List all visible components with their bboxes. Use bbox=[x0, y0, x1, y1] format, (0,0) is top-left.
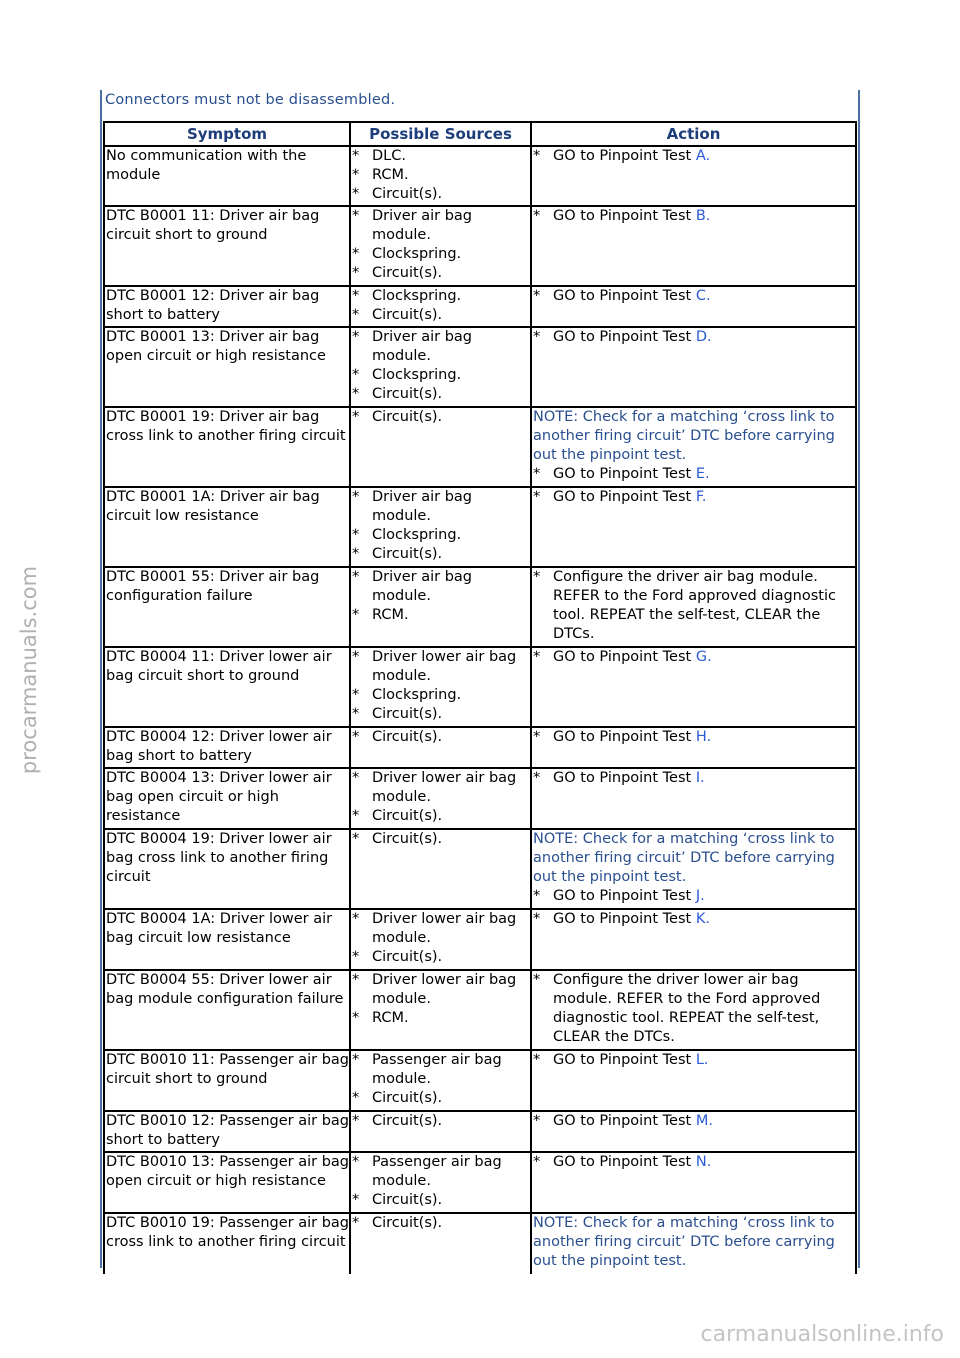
source-item bbox=[352, 488, 530, 526]
action-cell bbox=[531, 829, 856, 909]
pinpoint-test-link[interactable]: F. bbox=[695, 489, 707, 505]
source-text: Circuit(s). bbox=[372, 1192, 443, 1208]
action-cell bbox=[531, 909, 856, 970]
source-item bbox=[352, 1112, 530, 1131]
bullet-mark: * bbox=[352, 186, 360, 202]
possible-sources-cell bbox=[350, 567, 531, 647]
pinpoint-test-link[interactable]: G. bbox=[695, 649, 712, 665]
table-row bbox=[104, 1050, 856, 1111]
source-text: Circuit(s). bbox=[372, 808, 443, 824]
bullet-mark: * bbox=[533, 569, 541, 585]
action-instruction: GO to Pinpoint Test bbox=[553, 911, 692, 927]
source-text: Driver air bag module. bbox=[372, 208, 473, 243]
source-text: Circuit(s). bbox=[372, 307, 443, 323]
bullet-mark: * bbox=[352, 1052, 360, 1068]
bullet-mark: * bbox=[533, 888, 541, 904]
symptom-cell: DTC B0010 19: Passenger air bag cross link to another firing circuit bbox=[104, 1213, 350, 1274]
source-text: Circuit(s). bbox=[372, 831, 443, 847]
bullet-mark: * bbox=[352, 729, 360, 745]
symptom-cell: DTC B0010 13: Passenger air bag open circuit or high resistance bbox=[104, 1152, 350, 1213]
action-cell bbox=[531, 327, 856, 407]
table-row bbox=[104, 647, 856, 727]
source-item bbox=[352, 1191, 530, 1210]
action-instruction: GO to Pinpoint Test bbox=[553, 1154, 692, 1170]
possible-sources-cell bbox=[350, 487, 531, 567]
action-item bbox=[533, 1153, 855, 1172]
possible-sources-cell bbox=[350, 1111, 531, 1152]
note-text: NOTE: Check for a matching ‘cross link to another firing circuit’ DTC before carrying out the pinpoint test. bbox=[533, 409, 835, 463]
bullet-mark: * bbox=[352, 972, 360, 988]
bullet-mark: * bbox=[352, 367, 360, 383]
action-item bbox=[533, 769, 855, 788]
symptom-cell: DTC B0001 55: Driver air bag configuration failure bbox=[104, 567, 350, 647]
bullet-mark: * bbox=[352, 831, 360, 847]
bullet-mark: * bbox=[352, 1010, 360, 1026]
action-cell bbox=[531, 407, 856, 487]
source-item bbox=[352, 328, 530, 366]
source-text: Circuit(s). bbox=[372, 1090, 443, 1106]
source-text: RCM. bbox=[372, 607, 409, 623]
action-item bbox=[533, 971, 855, 1047]
source-item bbox=[352, 207, 530, 245]
intro-note: Connectors must not be disassembled. bbox=[105, 92, 396, 108]
action-instruction: Configure the driver lower air bag module. REFER to the Ford approved diagnostic tool. REPEAT the self-test, CLEAR the DTCs. bbox=[553, 972, 821, 1045]
symptom-cell: DTC B0004 12: Driver lower air bag short to battery bbox=[104, 727, 350, 768]
action-cell bbox=[531, 1152, 856, 1213]
source-item bbox=[352, 1089, 530, 1108]
bullet-mark: * bbox=[352, 770, 360, 786]
symptom-cell: DTC B0004 1A: Driver lower air bag circuit low resistance bbox=[104, 909, 350, 970]
table-body bbox=[104, 146, 856, 1274]
possible-sources-cell bbox=[350, 327, 531, 407]
action-text bbox=[553, 488, 855, 507]
bullet-mark: * bbox=[533, 972, 541, 988]
action-instruction: GO to Pinpoint Test bbox=[553, 729, 692, 745]
bottom-watermark: carmanualsonline.info bbox=[700, 1322, 944, 1347]
action-text bbox=[553, 1112, 855, 1131]
source-item bbox=[352, 1051, 530, 1089]
pinpoint-test-link[interactable]: M. bbox=[695, 1113, 713, 1129]
bullet-mark: * bbox=[352, 527, 360, 543]
bullet-mark: * bbox=[352, 687, 360, 703]
bullet-mark: * bbox=[352, 409, 360, 425]
action-instruction: GO to Pinpoint Test bbox=[553, 649, 692, 665]
symptom-cell: DTC B0001 19: Driver air bag cross link to another firing circuit bbox=[104, 407, 350, 487]
action-instruction: Configure the driver air bag module. REFER to the Ford approved diagnostic tool. REPEAT the self-test, CLEAR the DTCs. bbox=[553, 569, 836, 642]
source-item bbox=[352, 830, 530, 849]
table-row bbox=[104, 1152, 856, 1213]
possible-sources-cell bbox=[350, 829, 531, 909]
possible-sources-cell bbox=[350, 970, 531, 1050]
side-watermark-text: procarmanuals.com bbox=[17, 565, 41, 775]
bullet-mark: * bbox=[352, 307, 360, 323]
table-row bbox=[104, 1213, 856, 1274]
source-item bbox=[352, 948, 530, 967]
action-text bbox=[553, 147, 855, 166]
action-cell bbox=[531, 286, 856, 327]
action-cell bbox=[531, 1213, 856, 1274]
source-item bbox=[352, 686, 530, 705]
possible-sources-cell bbox=[350, 647, 531, 727]
source-text: Clockspring. bbox=[372, 687, 462, 703]
bullet-mark: * bbox=[533, 148, 541, 164]
source-text: Driver air bag module. bbox=[372, 569, 473, 604]
source-item bbox=[352, 807, 530, 826]
action-cell bbox=[531, 647, 856, 727]
bullet-mark: * bbox=[352, 246, 360, 262]
action-text bbox=[553, 769, 855, 788]
action-item bbox=[533, 887, 855, 906]
pinpoint-test-link[interactable]: E. bbox=[695, 466, 710, 482]
source-text: Circuit(s). bbox=[372, 729, 443, 745]
symptom-cell: DTC B0004 19: Driver lower air bag cross link to another firing circuit bbox=[104, 829, 350, 909]
source-item bbox=[352, 568, 530, 606]
action-item bbox=[533, 1112, 855, 1131]
source-item bbox=[352, 1214, 530, 1233]
action-instruction: GO to Pinpoint Test bbox=[553, 208, 692, 224]
source-item bbox=[352, 366, 530, 385]
action-cell bbox=[531, 768, 856, 829]
source-text: Circuit(s). bbox=[372, 949, 443, 965]
table-row bbox=[104, 286, 856, 327]
action-item bbox=[533, 648, 855, 667]
action-item bbox=[533, 488, 855, 507]
bullet-mark: * bbox=[352, 569, 360, 585]
symptom-cell: DTC B0001 12: Driver air bag short to battery bbox=[104, 286, 350, 327]
action-item bbox=[533, 465, 855, 484]
source-item bbox=[352, 526, 530, 545]
action-instruction: GO to Pinpoint Test bbox=[553, 329, 692, 345]
action-item bbox=[533, 287, 855, 306]
symptom-cell: DTC B0004 13: Driver lower air bag open circuit or high resistance bbox=[104, 768, 350, 829]
source-item bbox=[352, 1009, 530, 1028]
bullet-mark: * bbox=[533, 1052, 541, 1068]
symptom-cell: DTC B0010 12: Passenger air bag short to battery bbox=[104, 1111, 350, 1152]
source-text: Driver air bag module. bbox=[372, 489, 473, 524]
action-cell bbox=[531, 1050, 856, 1111]
source-text: Circuit(s). bbox=[372, 706, 443, 722]
action-text bbox=[553, 887, 855, 906]
bullet-mark: * bbox=[352, 167, 360, 183]
bullet-mark: * bbox=[352, 1215, 360, 1231]
symptom-cell: DTC B0001 1A: Driver air bag circuit low resistance bbox=[104, 487, 350, 567]
header-possible-sources: Possible Sources bbox=[350, 122, 531, 146]
action-text bbox=[553, 568, 855, 644]
source-item bbox=[352, 245, 530, 264]
action-item bbox=[533, 207, 855, 226]
pinpoint-test-link[interactable]: K. bbox=[695, 911, 710, 927]
bullet-mark: * bbox=[352, 265, 360, 281]
action-cell bbox=[531, 206, 856, 286]
pinpoint-test-link[interactable]: C. bbox=[695, 288, 711, 304]
table-row bbox=[104, 487, 856, 567]
table-row bbox=[104, 829, 856, 909]
source-item bbox=[352, 385, 530, 404]
symptom-cell: DTC B0010 11: Passenger air bag circuit short to ground bbox=[104, 1050, 350, 1111]
symptom-chart-table bbox=[103, 121, 857, 1274]
bullet-mark: * bbox=[352, 911, 360, 927]
action-instruction: GO to Pinpoint Test bbox=[553, 770, 692, 786]
action-text bbox=[553, 648, 855, 667]
possible-sources-cell bbox=[350, 1152, 531, 1213]
action-text bbox=[553, 287, 855, 306]
source-item bbox=[352, 408, 530, 427]
bullet-mark: * bbox=[352, 288, 360, 304]
bullet-mark: * bbox=[533, 729, 541, 745]
possible-sources-cell bbox=[350, 768, 531, 829]
bullet-mark: * bbox=[352, 386, 360, 402]
possible-sources-cell bbox=[350, 909, 531, 970]
source-text: Circuit(s). bbox=[372, 265, 443, 281]
bullet-mark: * bbox=[352, 489, 360, 505]
action-cell bbox=[531, 567, 856, 647]
source-item bbox=[352, 147, 530, 166]
source-text: Circuit(s). bbox=[372, 1113, 443, 1129]
source-text: Driver lower air bag module. bbox=[372, 770, 517, 805]
action-text bbox=[553, 465, 855, 484]
action-cell bbox=[531, 487, 856, 567]
source-text: Circuit(s). bbox=[372, 546, 443, 562]
table-row bbox=[104, 970, 856, 1050]
right-margin-rule bbox=[858, 90, 860, 1268]
table-row bbox=[104, 909, 856, 970]
source-item bbox=[352, 1153, 530, 1191]
bullet-mark: * bbox=[352, 329, 360, 345]
bullet-mark: * bbox=[352, 1192, 360, 1208]
symptom-cell: DTC B0001 11: Driver air bag circuit short to ground bbox=[104, 206, 350, 286]
action-item bbox=[533, 328, 855, 347]
possible-sources-cell bbox=[350, 146, 531, 206]
source-item bbox=[352, 545, 530, 564]
pinpoint-test-link[interactable]: N. bbox=[695, 1154, 712, 1170]
source-item bbox=[352, 705, 530, 724]
source-text: Circuit(s). bbox=[372, 1215, 443, 1231]
pinpoint-test-link[interactable]: J. bbox=[695, 888, 705, 904]
possible-sources-cell bbox=[350, 407, 531, 487]
pinpoint-test-link[interactable]: I. bbox=[695, 770, 705, 786]
pinpoint-test-link[interactable]: H. bbox=[695, 729, 712, 745]
source-item bbox=[352, 185, 530, 204]
bullet-mark: * bbox=[533, 911, 541, 927]
possible-sources-cell bbox=[350, 1050, 531, 1111]
header-symptom: Symptom bbox=[104, 122, 350, 146]
bullet-mark: * bbox=[352, 546, 360, 562]
source-text: Driver lower air bag module. bbox=[372, 911, 517, 946]
bullet-mark: * bbox=[352, 808, 360, 824]
action-text bbox=[553, 910, 855, 929]
action-text bbox=[553, 328, 855, 347]
source-text: RCM. bbox=[372, 1010, 409, 1026]
action-instruction: GO to Pinpoint Test bbox=[553, 1113, 692, 1129]
action-text bbox=[553, 971, 855, 1047]
bullet-mark: * bbox=[352, 649, 360, 665]
table-row bbox=[104, 727, 856, 768]
bullet-mark: * bbox=[352, 1154, 360, 1170]
bullet-mark: * bbox=[533, 1154, 541, 1170]
side-watermark bbox=[14, 560, 44, 780]
action-item bbox=[533, 568, 855, 644]
bullet-mark: * bbox=[352, 949, 360, 965]
action-item bbox=[533, 910, 855, 929]
bullet-mark: * bbox=[352, 1113, 360, 1129]
source-text: Circuit(s). bbox=[372, 409, 443, 425]
bullet-mark: * bbox=[352, 1090, 360, 1106]
symptom-cell: DTC B0004 11: Driver lower air bag circuit short to ground bbox=[104, 647, 350, 727]
table-row bbox=[104, 768, 856, 829]
possible-sources-cell bbox=[350, 1213, 531, 1274]
source-item bbox=[352, 264, 530, 283]
source-text: Driver lower air bag module. bbox=[372, 649, 517, 684]
pinpoint-test-link[interactable]: D. bbox=[695, 329, 712, 345]
source-item bbox=[352, 910, 530, 948]
action-item bbox=[533, 147, 855, 166]
action-cell bbox=[531, 970, 856, 1050]
action-instruction: GO to Pinpoint Test bbox=[553, 466, 692, 482]
possible-sources-cell bbox=[350, 206, 531, 286]
pinpoint-test-link[interactable]: B. bbox=[695, 208, 711, 224]
note-text: NOTE: Check for a matching ‘cross link to another firing circuit’ DTC before carrying out the pinpoint test. bbox=[533, 1215, 835, 1269]
bullet-mark: * bbox=[533, 329, 541, 345]
action-item bbox=[533, 1051, 855, 1070]
table-row bbox=[104, 567, 856, 647]
source-item bbox=[352, 287, 530, 306]
action-cell bbox=[531, 727, 856, 768]
action-instruction: GO to Pinpoint Test bbox=[553, 888, 692, 904]
action-instruction: GO to Pinpoint Test bbox=[553, 489, 692, 505]
source-text: Passenger air bag module. bbox=[372, 1052, 502, 1087]
action-text bbox=[553, 207, 855, 226]
source-text: Driver lower air bag module. bbox=[372, 972, 517, 1007]
action-item bbox=[533, 728, 855, 747]
bullet-mark: * bbox=[352, 706, 360, 722]
bullet-mark: * bbox=[533, 489, 541, 505]
action-cell bbox=[531, 1111, 856, 1152]
action-text bbox=[553, 728, 855, 747]
bullet-mark: * bbox=[533, 1113, 541, 1129]
possible-sources-cell bbox=[350, 727, 531, 768]
source-text: Circuit(s). bbox=[372, 386, 443, 402]
symptom-cell: DTC B0004 55: Driver lower air bag module configuration failure bbox=[104, 970, 350, 1050]
bullet-mark: * bbox=[352, 148, 360, 164]
bullet-mark: * bbox=[533, 770, 541, 786]
table-row bbox=[104, 407, 856, 487]
table-row bbox=[104, 146, 856, 206]
action-text bbox=[553, 1051, 855, 1070]
source-text: Clockspring. bbox=[372, 527, 462, 543]
action-instruction: GO to Pinpoint Test bbox=[553, 1052, 692, 1068]
source-item bbox=[352, 769, 530, 807]
bullet-mark: * bbox=[533, 649, 541, 665]
bullet-mark: * bbox=[533, 288, 541, 304]
bullet-mark: * bbox=[352, 607, 360, 623]
action-instruction: GO to Pinpoint Test bbox=[553, 148, 692, 164]
source-text: DLC. bbox=[372, 148, 406, 164]
table-row bbox=[104, 327, 856, 407]
source-text: Driver air bag module. bbox=[372, 329, 473, 364]
pinpoint-test-link[interactable]: A. bbox=[695, 148, 711, 164]
source-text: RCM. bbox=[372, 167, 409, 183]
bullet-mark: * bbox=[533, 208, 541, 224]
table-row bbox=[104, 206, 856, 286]
table-header-row bbox=[104, 122, 856, 146]
action-instruction: GO to Pinpoint Test bbox=[553, 288, 692, 304]
note-text: NOTE: Check for a matching ‘cross link to another firing circuit’ DTC before carrying out the pinpoint test. bbox=[533, 831, 835, 885]
possible-sources-cell bbox=[350, 286, 531, 327]
source-item bbox=[352, 648, 530, 686]
source-text: Clockspring. bbox=[372, 367, 462, 383]
table-row bbox=[104, 1111, 856, 1152]
source-item bbox=[352, 306, 530, 325]
source-text: Passenger air bag module. bbox=[372, 1154, 502, 1189]
source-text: Circuit(s). bbox=[372, 186, 443, 202]
source-item bbox=[352, 728, 530, 747]
left-margin-rule bbox=[100, 90, 102, 1268]
header-action: Action bbox=[531, 122, 856, 146]
action-cell bbox=[531, 146, 856, 206]
symptom-cell: DTC B0001 13: Driver air bag open circuit or high resistance bbox=[104, 327, 350, 407]
source-text: Clockspring. bbox=[372, 288, 462, 304]
bullet-mark: * bbox=[352, 208, 360, 224]
action-text bbox=[553, 1153, 855, 1172]
bullet-mark: * bbox=[533, 466, 541, 482]
source-item bbox=[352, 166, 530, 185]
source-item bbox=[352, 606, 530, 625]
pinpoint-test-link[interactable]: L. bbox=[695, 1052, 709, 1068]
source-item bbox=[352, 971, 530, 1009]
source-text: Clockspring. bbox=[372, 246, 462, 262]
symptom-cell: No communication with the module bbox=[104, 146, 350, 206]
